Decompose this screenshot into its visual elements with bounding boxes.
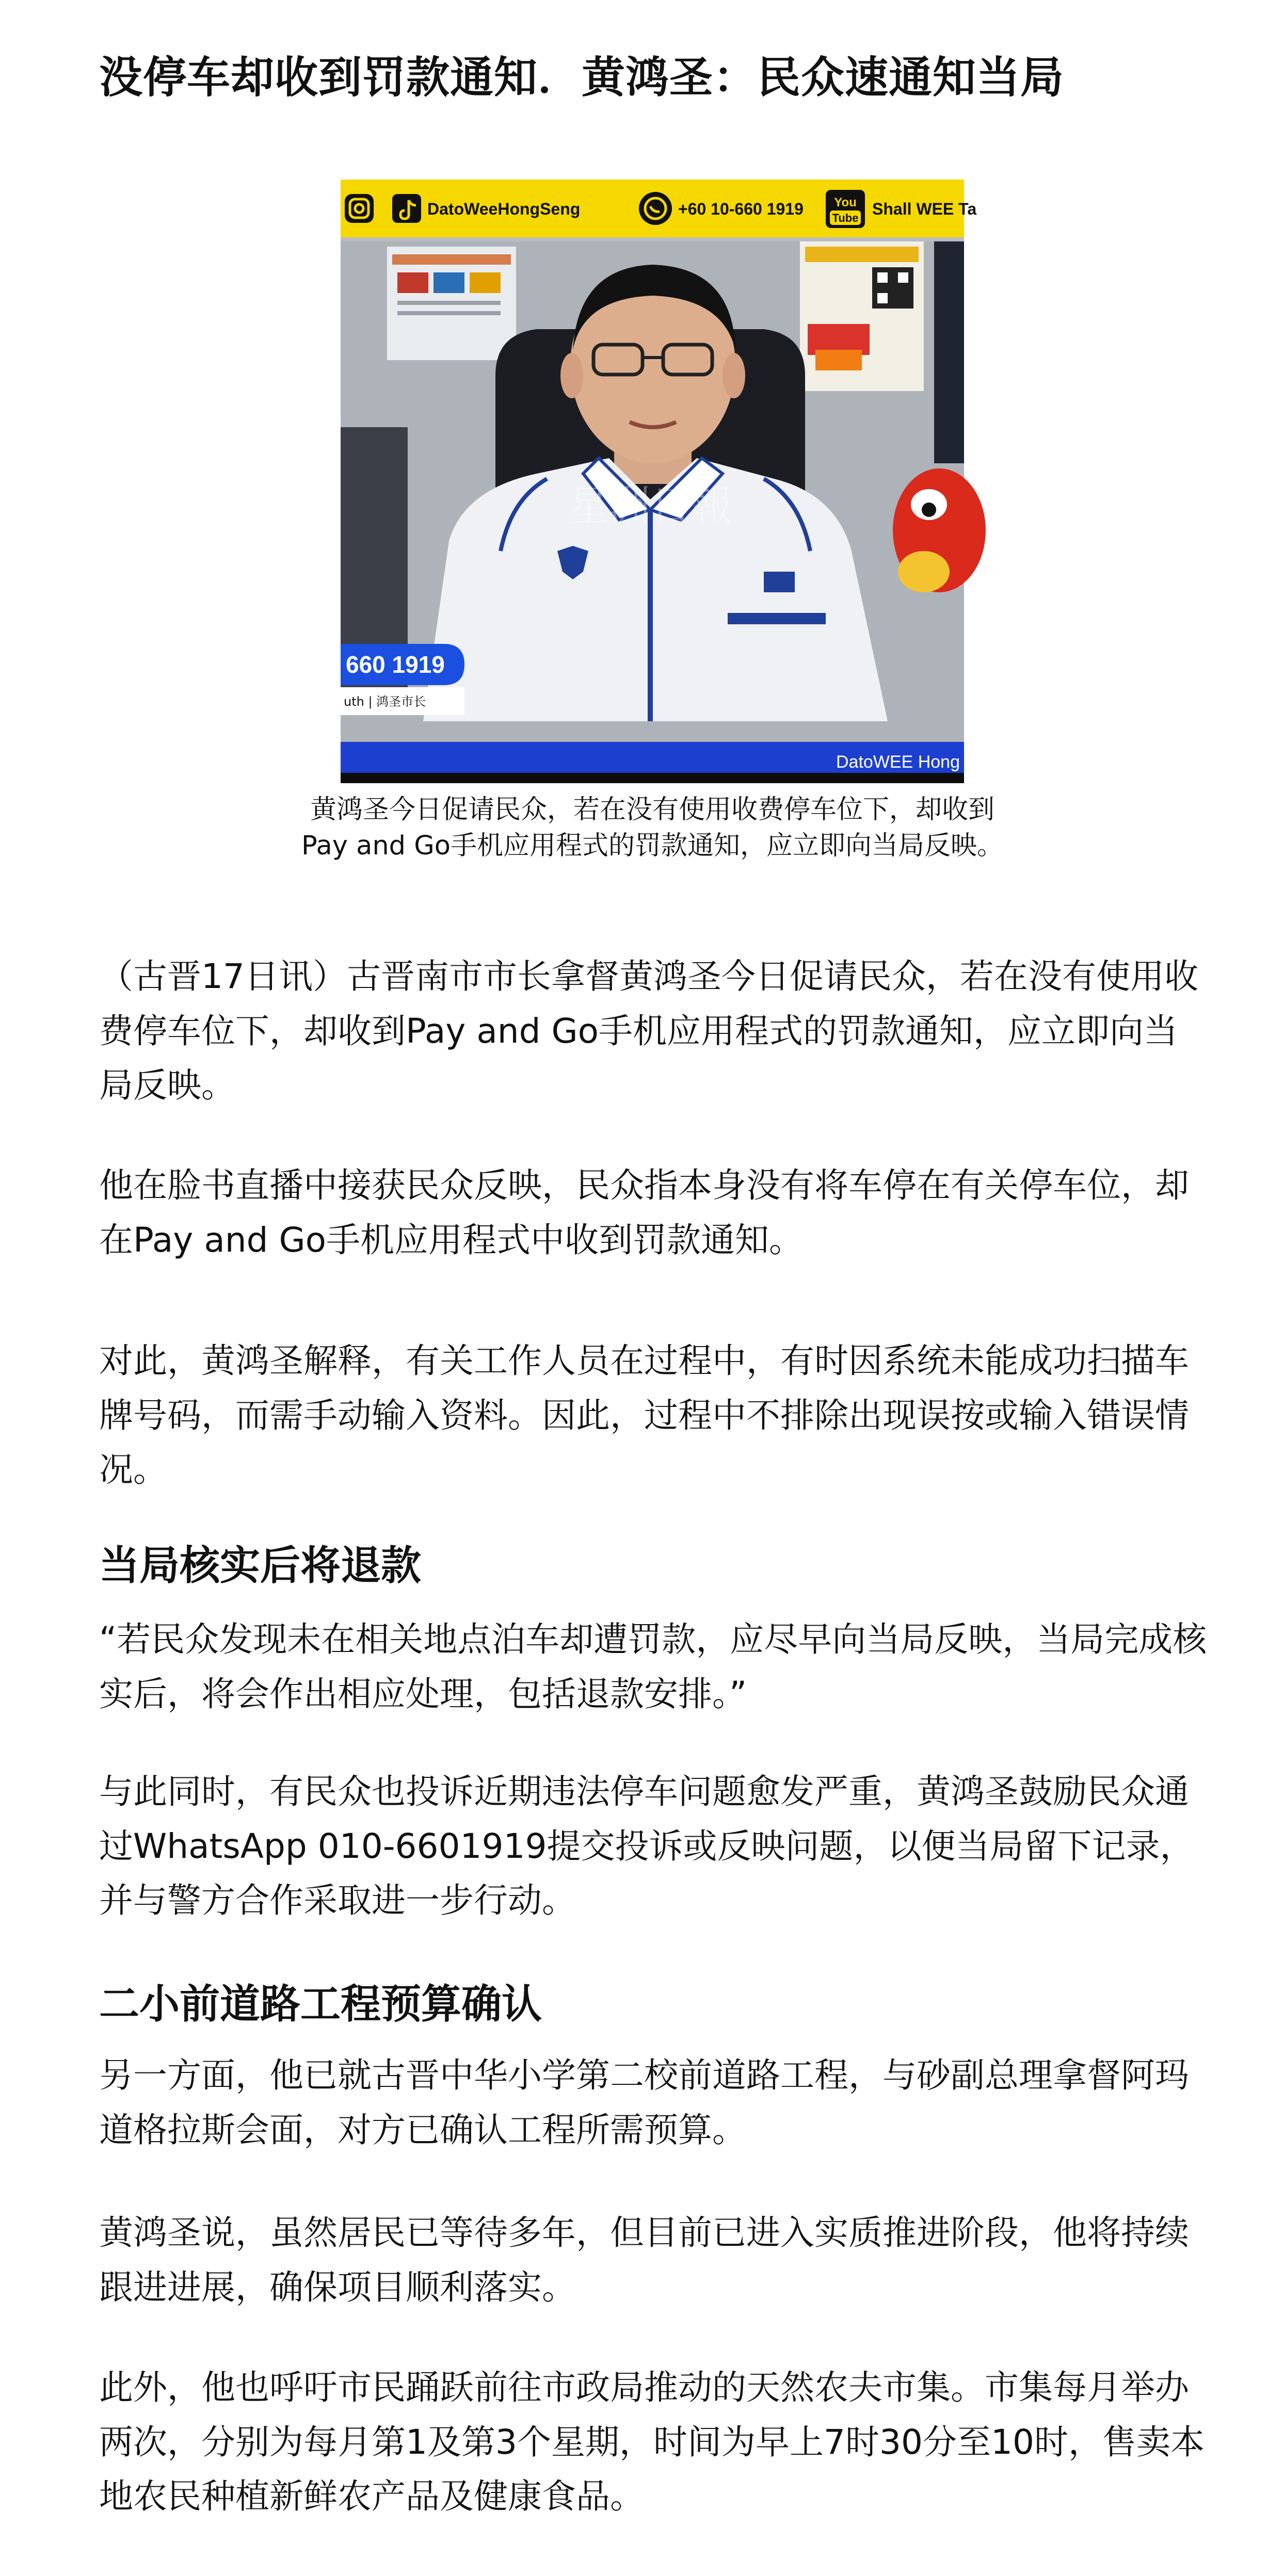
paragraph-2: 他在脸书直播中接获民众反映，民众指本身没有将车停在有关停车位，却在Pay and Go手机应用程式中收到罚款通知。 [99, 1165, 1189, 1260]
tiktok-handle: DatoWeeHongSeng [427, 200, 581, 218]
article-headline: 没停车却收到罚款通知．黄鸿圣：民众速通知当局 [99, 52, 1065, 103]
youtube-icon [826, 190, 865, 228]
paragraph-7: 黄鸿圣说，虽然居民已等待多年，但目前已进入实质推进阶段，他将持续跟进进展，确保项目顺利落实。 [99, 2213, 1189, 2307]
whatsapp-number: +60 10-660 1919 [678, 200, 804, 218]
article-photo [341, 180, 977, 783]
lower-third-number: 660 1919 [346, 651, 445, 678]
section-heading-refund: 当局核实后将退款 [99, 1543, 422, 1589]
video-still [341, 180, 977, 783]
tiktok-icon [392, 194, 421, 223]
paragraph-6: 另一方面，他已就古晋中华小学第二校前道路工程，与砂副总理拿督阿玛道格拉斯会面，对方已确认工程所需预算。 [99, 2055, 1189, 2150]
section-heading-road-works: 二小前道路工程预算确认 [99, 1981, 542, 2028]
paragraph-4: “若民众发现未在相关地点泊车却遭罚款，应尽早向当局反映，当局完成核实后，将会作出相应处理，包括退款安排。” [99, 1619, 1207, 1714]
youtube-channel: Shall WEE Ta [872, 200, 977, 218]
watermark: 星洲日報 [568, 482, 733, 530]
paragraph-1: （古晋17日讯）古晋南市市长拿督黄鸿圣今日促请民众，若在没有使用收费停车位下，却收到Pay and Go手机应用程式的罚款通知，应立即向当局反映。 [99, 957, 1198, 1106]
logo-badge [764, 572, 795, 592]
paragraph-5: 与此同时，有民众也投诉近期违法停车问题愈发严重，黄鸿圣鼓励民众通过WhatsApp 010-6601919提交投诉或反映问题，以便当局留下记录，并与警方合作采取进一步行动。 [99, 1772, 1194, 1921]
photo-caption: 黄鸿圣今日促请民众，若在没有使用收费停车位下，却收到Pay and Go手机应用程式的罚款通知，应立即向当局反映。 [301, 795, 1003, 862]
lower-third-sub: uth | 鸿圣市长 [344, 694, 426, 709]
instagram-icon [345, 194, 374, 223]
whatsapp-icon [639, 192, 672, 225]
paragraph-8: 此外，他也呼吁市民踊跃前往市政局推动的天然农夫市集。市集每月举办两次，分别为每月第1及第3个星期，时间为早上7时30分至10时，售卖本地农民种植新鲜农产品及健康食品。 [99, 2368, 1205, 2517]
svg-text:Tube: Tube [832, 212, 859, 224]
svg-text:You: You [834, 196, 857, 209]
pocket-trim [728, 613, 826, 624]
paragraph-3: 对此，黄鸿圣解释，有关工作人员在过程中，有时因系统未能成功扫描车牌号码，而需手动输入资料。因此，过程中不排除出现误按或输入错误情况。 [99, 1341, 1189, 1490]
bottom-bar-text: DatoWEE Hong [836, 752, 960, 772]
